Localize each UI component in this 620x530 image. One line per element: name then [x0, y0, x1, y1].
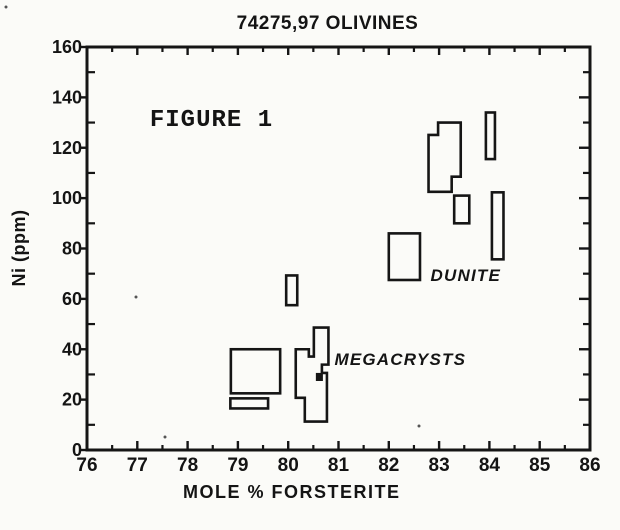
box-fo80-small	[286, 275, 297, 305]
figure-label: FIGURE 1	[149, 106, 274, 134]
y-tick-label: 60	[61, 288, 82, 309]
x-tick-label: 77	[126, 455, 148, 476]
y-tick-label: 140	[51, 87, 82, 108]
y-tick-label: 80	[61, 238, 82, 259]
y-tick-label: 40	[61, 339, 82, 360]
filled-square-point	[316, 373, 323, 381]
scan-speck	[164, 436, 167, 439]
scan-speck	[135, 296, 138, 299]
x-tick-label: 82	[378, 455, 400, 476]
box-fo79-square	[231, 349, 280, 393]
megacrysts-label: MEGACRYSTS	[334, 350, 467, 369]
polygon-megacrysts	[296, 328, 329, 422]
x-tick-label: 80	[277, 455, 299, 476]
y-tick-label: 120	[51, 137, 82, 158]
scan-speck	[5, 6, 8, 9]
box-fo82-dunite	[389, 233, 420, 280]
x-tick-label: 79	[227, 455, 249, 476]
dunite-label: DUNITE	[430, 266, 502, 286]
y-tick-label: 160	[51, 37, 82, 57]
x-tick-label: 78	[177, 455, 199, 476]
box-fo84-thin	[486, 112, 495, 159]
x-tick-label: 84	[478, 455, 500, 476]
y-tick-label: 20	[61, 389, 82, 410]
x-tick-label: 85	[529, 455, 551, 476]
y-tick-label: 100	[51, 188, 82, 209]
box-fo83-small	[454, 196, 469, 224]
chart-title: 74275,97 OLIVINES	[236, 13, 419, 34]
y-tick-label: 0	[71, 440, 82, 460]
x-axis-title: MOLE % FORSTERITE	[183, 482, 401, 502]
scan-speck	[418, 425, 421, 428]
x-tick-label: 83	[428, 455, 450, 476]
box-fo84-tall	[492, 192, 504, 259]
x-tick-label: 76	[76, 455, 98, 476]
x-tick-label: 86	[579, 455, 601, 476]
y-axis-title: Ni (ppm)	[9, 209, 29, 287]
polygon-fo83-stepped	[429, 123, 461, 192]
x-tick-label: 81	[327, 455, 350, 476]
box-fo79-bar	[230, 398, 268, 408]
